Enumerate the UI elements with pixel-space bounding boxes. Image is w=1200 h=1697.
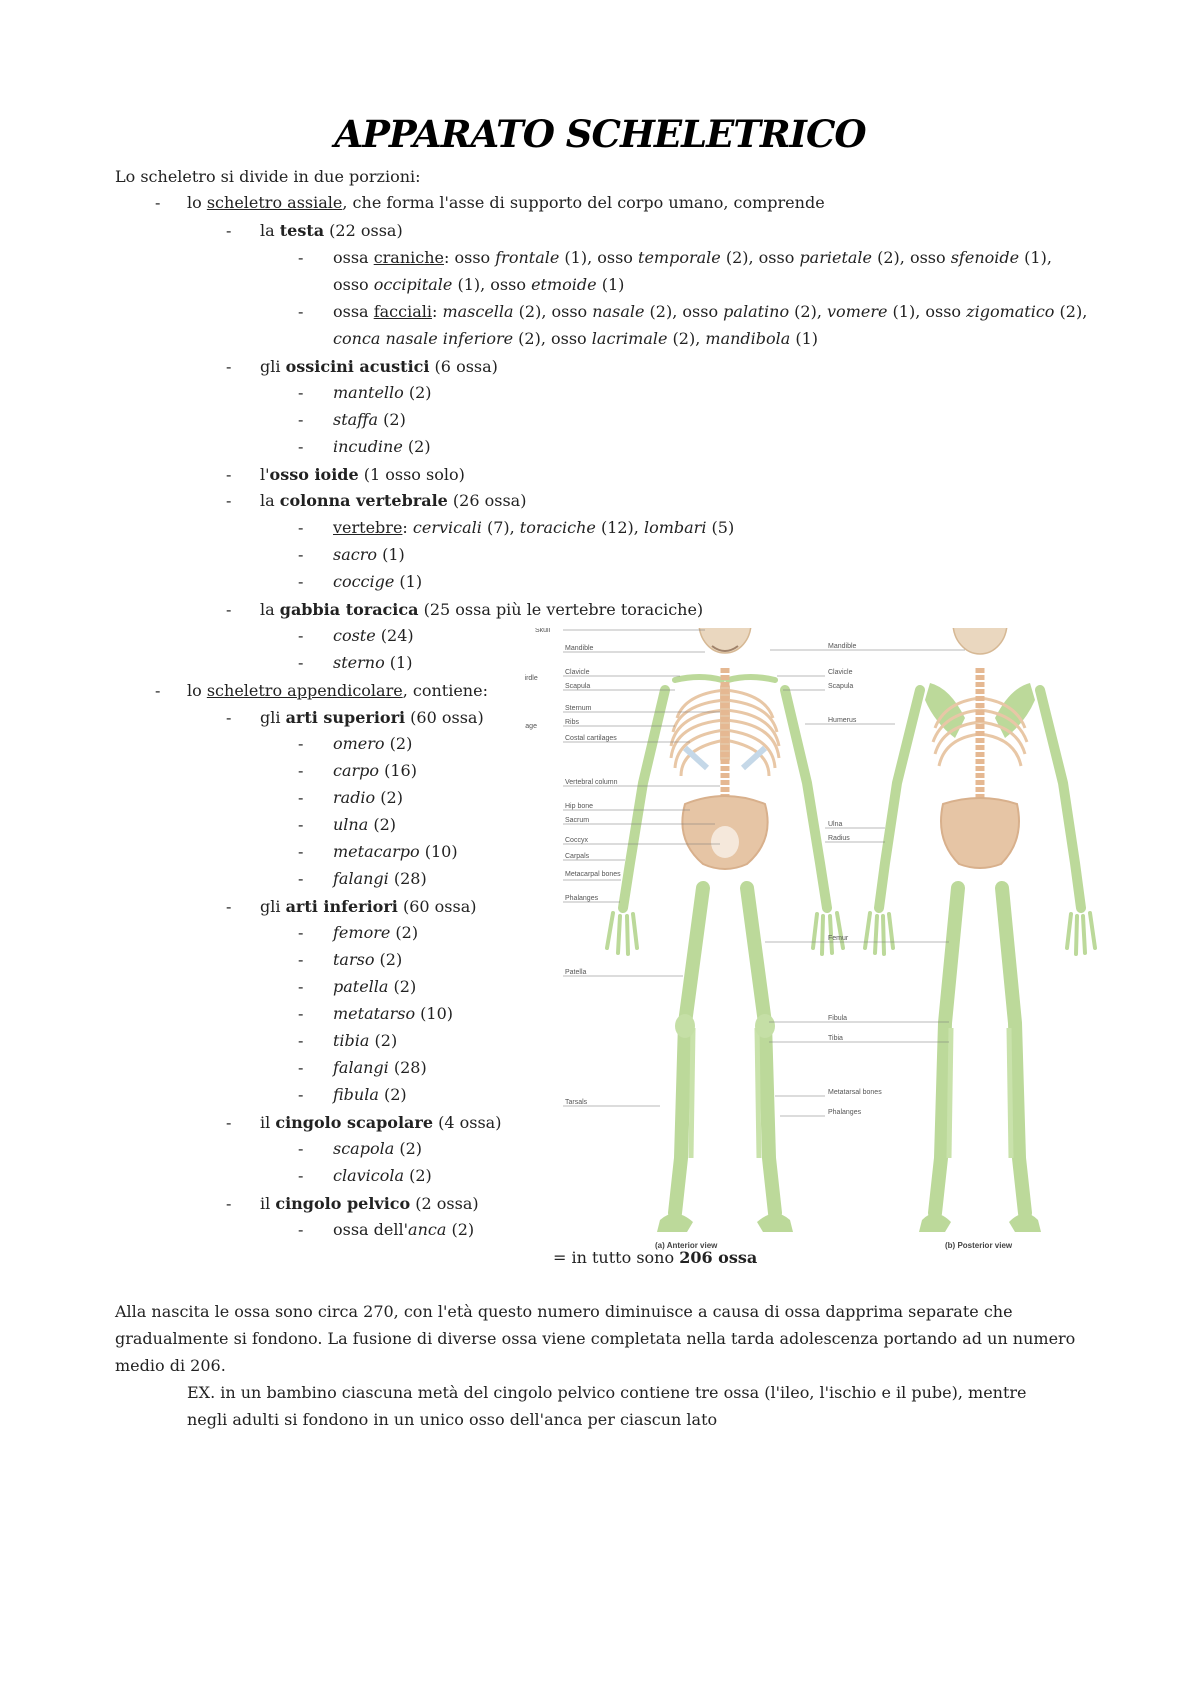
label-ulna: Ulna: [828, 821, 843, 828]
bullet-dash: -: [155, 681, 161, 700]
bullet-dash: -: [298, 923, 304, 942]
superiori-item: radio (2): [333, 788, 403, 807]
bullet-dash: -: [298, 518, 304, 537]
bullet-dash: -: [298, 626, 304, 645]
colonna-item: sacro (1): [333, 545, 405, 564]
label-mandible: Mandible: [565, 645, 594, 652]
intro-line: Lo scheletro si divide in due porzioni:: [115, 167, 421, 186]
bullet-dash: -: [226, 221, 232, 240]
bullet-dash: -: [298, 572, 304, 591]
label-clavicle: Clavicle: [565, 669, 590, 676]
bullet-dash: -: [298, 977, 304, 996]
bullet-dash: -: [298, 1085, 304, 1104]
ossicini-item: staffa (2): [333, 410, 406, 429]
inferiori-item: fibula (2): [333, 1085, 407, 1104]
bullet-dash: -: [298, 1004, 304, 1023]
inferiori-item: tibia (2): [333, 1031, 398, 1050]
bullet-dash: -: [226, 897, 232, 916]
label-metacarpal-bones: Metacarpal bones: [565, 871, 621, 878]
total-line: = in tutto sono 206 ossa: [553, 1248, 758, 1267]
bullet-dash: -: [298, 869, 304, 888]
bullet-dash: -: [298, 248, 304, 267]
bullet-dash: -: [226, 1194, 232, 1213]
label-vertebral-column: Vertebral column: [565, 779, 618, 786]
label-maxilla: [565, 628, 587, 630]
example-paragraph: EX. in un bambino ciascuna metà del cingolo pelvico contiene tre ossa (l'ileo, l'ischio e il pube), mentre negli adulti si fondono in un unico osso dell'anca per ciascun lato: [187, 1383, 1027, 1429]
bullet-dash: -: [298, 1220, 304, 1239]
label-hip-bone: Hip bone: [565, 803, 594, 810]
label-scapula-r: Scapula: [828, 683, 854, 690]
inferiori-item: falangi (28): [333, 1058, 427, 1077]
caption-posterior: (b) Posterior view: [945, 1241, 1013, 1250]
birth-paragraph: Alla nascita le ossa sono circa 270, con l'età questo numero diminuisce a causa di ossa dapprima separate che gradualmente si fondono. La fusione di diverse ossa viene completata nella tarda adolescenza portando ad un numero medio di 206.: [115, 1302, 1076, 1375]
page-title: APPARATO SCHELETRICO: [334, 112, 866, 156]
superiori-line: gli arti superiori (60 ossa): [260, 708, 484, 727]
inferiori-item: tarso (2): [333, 950, 403, 969]
label-humerus: Humerus: [828, 717, 857, 724]
scapolare-item: scapola (2): [333, 1139, 422, 1158]
bullet-dash: -: [298, 761, 304, 780]
inferiori-line: gli arti inferiori (60 ossa): [260, 897, 477, 916]
label-coccyx: Coccyx: [565, 837, 588, 844]
label-group-thoracic: age: [525, 723, 537, 730]
craniche-line-2: osso occipitale (1), osso etmoide (1): [333, 275, 625, 294]
bullet-dash: -: [298, 545, 304, 564]
label-mandible-r: Mandible: [828, 643, 857, 650]
bullet-dash: -: [298, 302, 304, 321]
bullet-dash: -: [226, 491, 232, 510]
gabbia-item: coste (24): [333, 626, 414, 645]
label-phalanges-r: Phalanges: [828, 1109, 862, 1116]
bullet-dash: -: [298, 1139, 304, 1158]
axial-line: lo scheletro assiale, che forma l'asse di supporto del corpo umano, comprende: [187, 193, 825, 212]
label-group-pectoral: irdle: [525, 675, 538, 682]
bullet-dash: -: [298, 788, 304, 807]
label-tibia: Tibia: [828, 1035, 843, 1042]
inferiori-item: femore (2): [333, 923, 419, 942]
bullet-dash: -: [226, 1113, 232, 1132]
appendicular-line: lo scheletro appendicolare, contiene:: [187, 681, 488, 700]
bullet-dash: -: [298, 1058, 304, 1077]
colonna-line: la colonna vertebrale (26 ossa): [260, 491, 527, 510]
ossicini-line: gli ossicini acustici (6 ossa): [260, 357, 498, 376]
gabbia-line: la gabbia toracica (25 ossa più le vertebre toraciche): [260, 600, 704, 619]
bullet-dash: -: [298, 842, 304, 861]
bullet-dash: -: [298, 383, 304, 402]
inferiori-item: metatarso (10): [333, 1004, 454, 1023]
label-radius: Radius: [828, 835, 850, 842]
label-fibula: Fibula: [828, 1015, 848, 1022]
label-group-skull: Skull: [535, 628, 551, 634]
anterior-skeleton: [607, 628, 843, 1232]
bullet-dash: -: [298, 734, 304, 753]
scapolare-item: clavicola (2): [333, 1166, 432, 1185]
label-tarsals: Tarsals: [565, 1099, 588, 1106]
superiori-item: falangi (28): [333, 869, 427, 888]
colonna-item: coccige (1): [333, 572, 423, 591]
bullet-dash: -: [298, 653, 304, 672]
bullet-dash: -: [298, 1166, 304, 1185]
vertebre-line: vertebre: cervicali (7), toraciche (12), lombari (5): [333, 518, 735, 537]
bullet-dash: -: [155, 193, 161, 212]
skeleton-figure: [525, 628, 1125, 1260]
bullet-dash: -: [226, 465, 232, 484]
label-sacrum: Sacrum: [565, 817, 590, 824]
craniche-line: ossa craniche: osso frontale (1), osso temporale (2), osso parietale (2), osso sfenoide (1),: [333, 248, 1052, 267]
pelvico-line: il cingolo pelvico (2 ossa): [260, 1194, 479, 1213]
superiori-item: omero (2): [333, 734, 413, 753]
facciali-line: ossa facciali: mascella (2), osso nasale (2), osso palatino (2), vomere (1), osso zigomatico (2),: [333, 302, 1088, 321]
superiori-item: ulna (2): [333, 815, 397, 834]
superiori-item: carpo (16): [333, 761, 417, 780]
label-sternum: Sternum: [565, 705, 592, 712]
label-femur: Femur: [828, 935, 849, 942]
pelvico-item: ossa dell'anca (2): [333, 1220, 475, 1239]
ioide-line: l'osso ioide (1 osso solo): [260, 465, 465, 484]
bullet-dash: -: [298, 437, 304, 456]
label-scapula: Scapula: [565, 683, 591, 690]
label-patella: Patella: [565, 969, 587, 976]
facciali-line-2: conca nasale inferiore (2), osso lacrimale (2), mandibola (1): [333, 329, 819, 348]
label-metatarsal-bones: Metatarsal bones: [828, 1089, 882, 1096]
bullet-dash: -: [298, 410, 304, 429]
gabbia-item: sterno (1): [333, 653, 413, 672]
bullet-dash: -: [298, 1031, 304, 1050]
skeleton-illustration: [525, 628, 1125, 1260]
inferiori-item: patella (2): [333, 977, 417, 996]
bullet-dash: -: [226, 600, 232, 619]
posterior-skeleton: [865, 628, 1095, 1232]
bullet-dash: -: [226, 708, 232, 727]
ossicini-item: incudine (2): [333, 437, 431, 456]
bullet-dash: -: [298, 815, 304, 834]
bullet-dash: -: [226, 357, 232, 376]
label-ribs: Ribs: [565, 719, 580, 726]
caption-anterior: (a) Anterior view: [655, 1241, 718, 1250]
superiori-item: metacarpo (10): [333, 842, 458, 861]
ossicini-item: mantello (2): [333, 383, 432, 402]
label-carpals: Carpals: [565, 853, 590, 860]
bullet-dash: -: [298, 950, 304, 969]
label-phalanges: Phalanges: [565, 895, 599, 902]
testa-line: la testa (22 ossa): [260, 221, 403, 240]
label-costal-cartilages: Costal cartilages: [565, 735, 617, 742]
label-clavicle-r: Clavicle: [828, 669, 853, 676]
scapolare-line: il cingolo scapolare (4 ossa): [260, 1113, 502, 1132]
